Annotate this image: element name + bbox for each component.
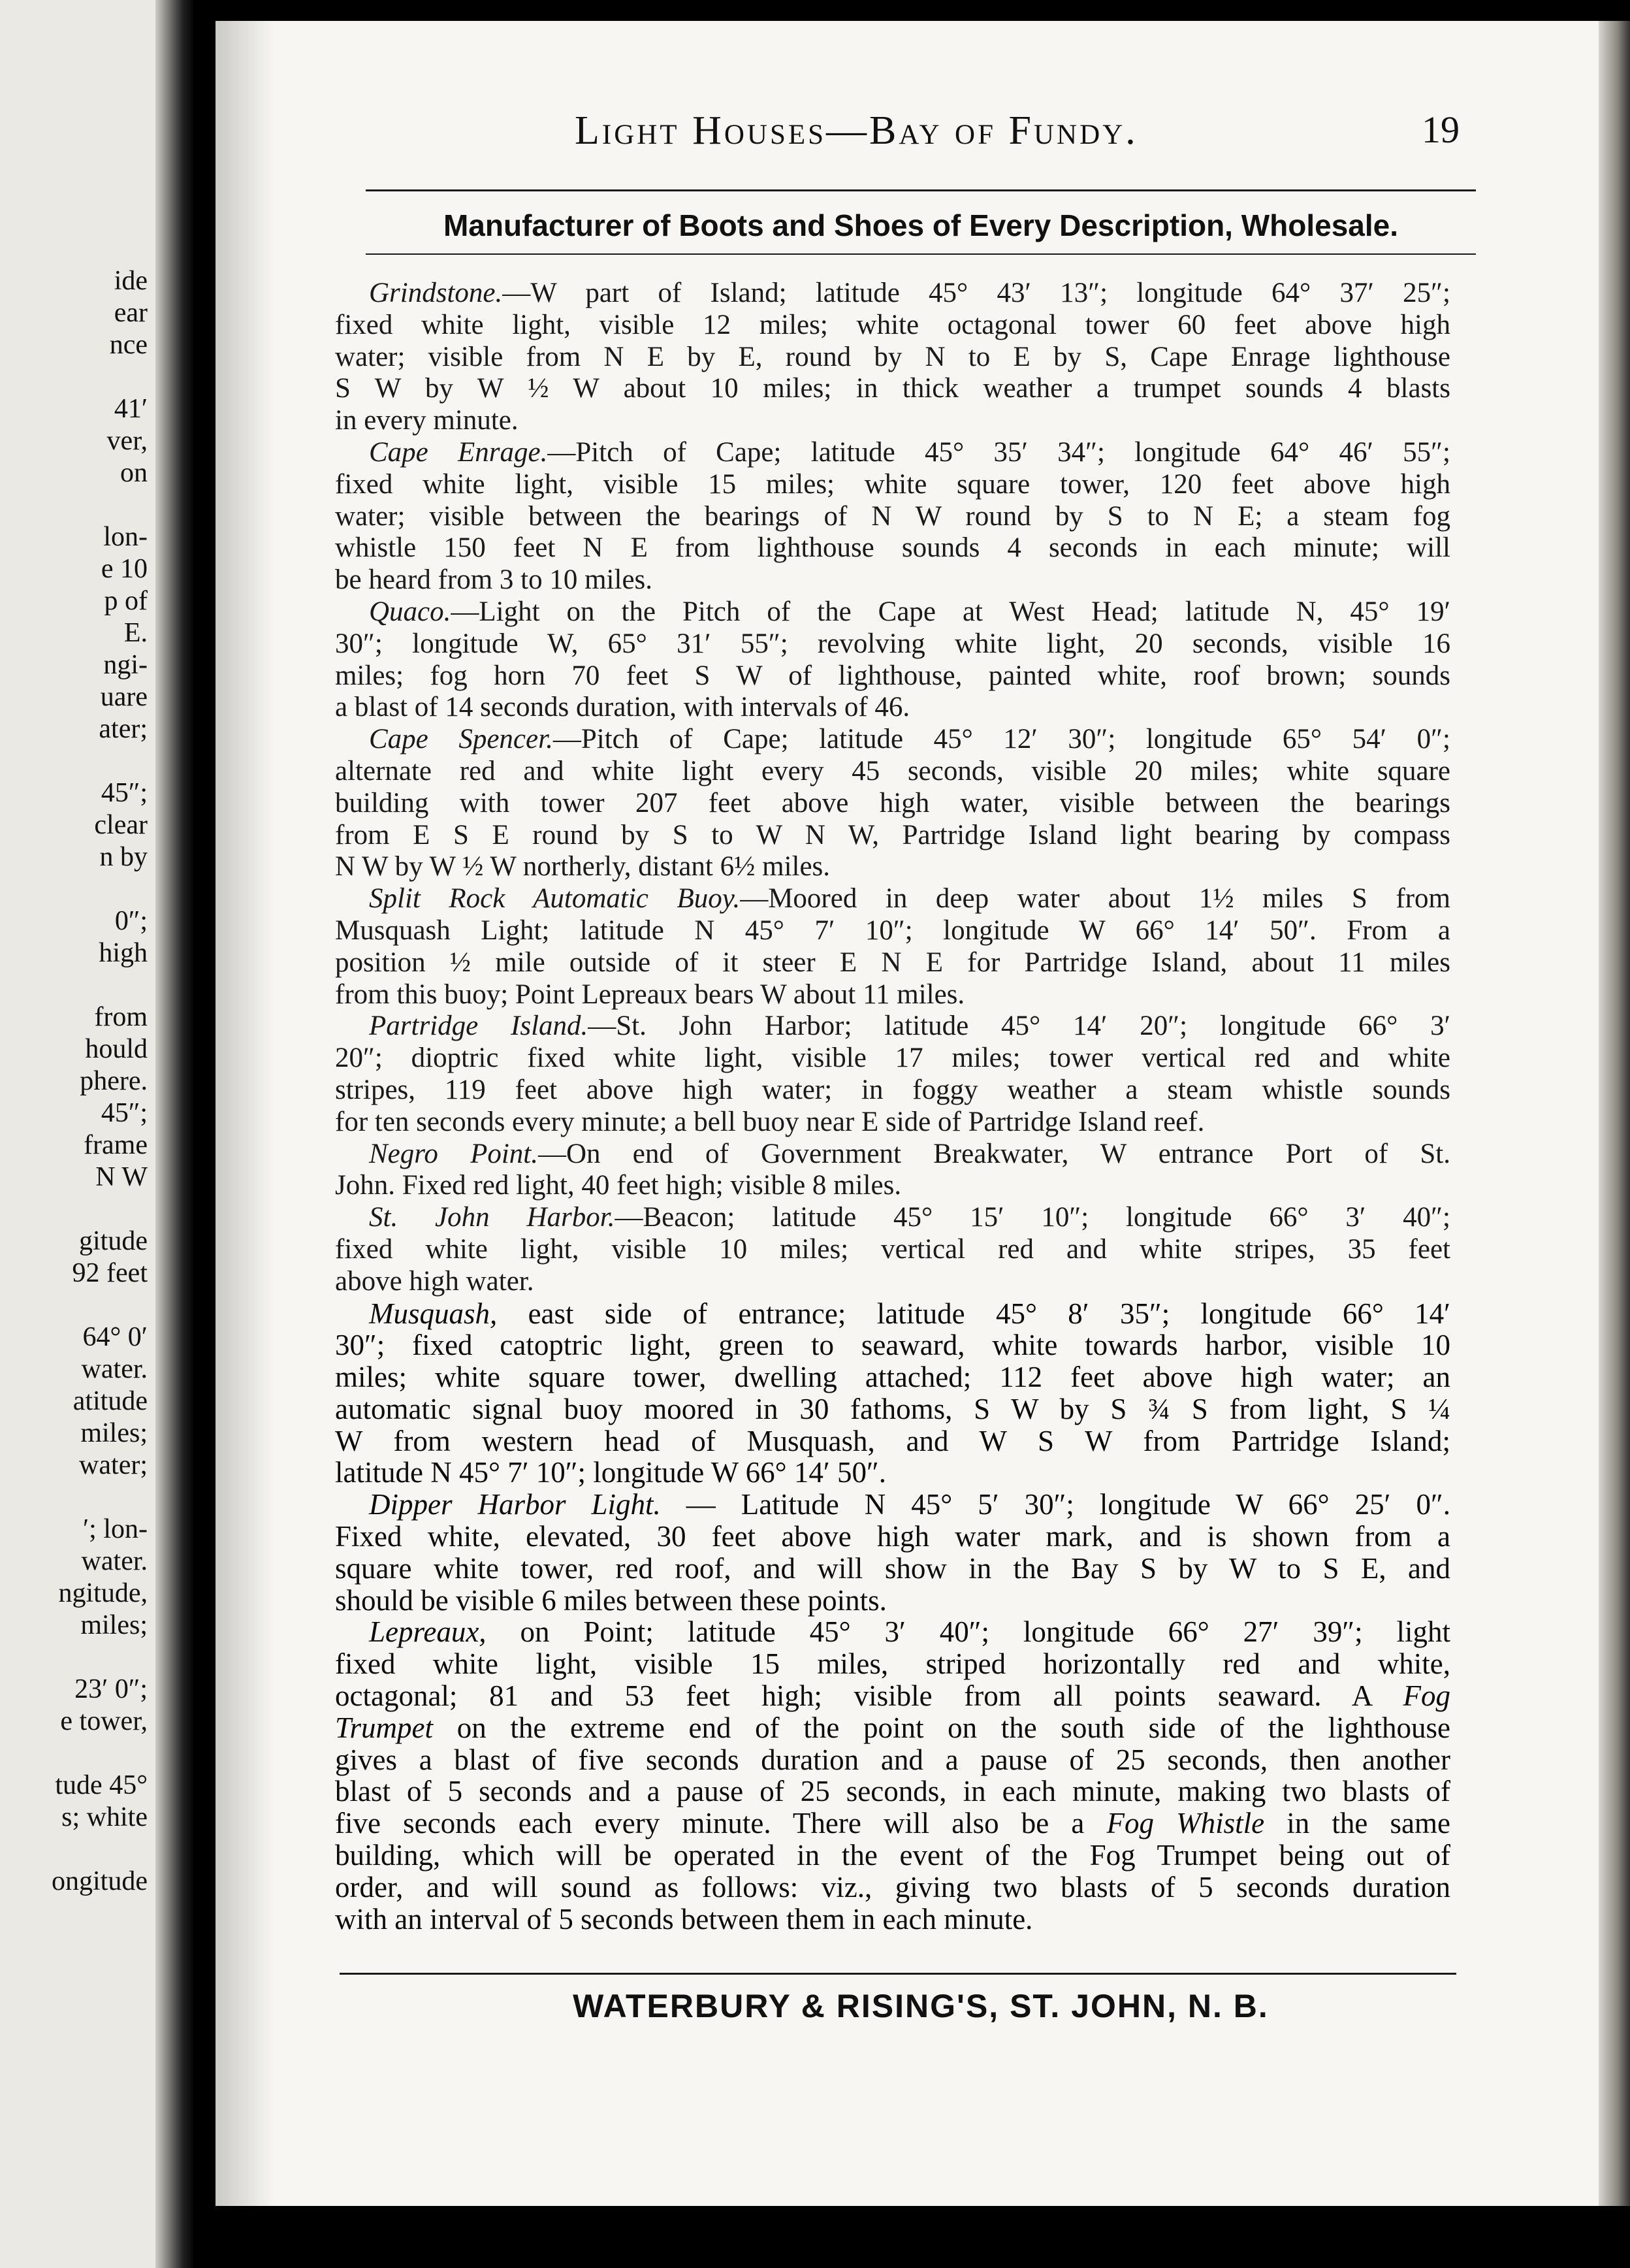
left-fragment: ngitude, [58, 1578, 148, 1608]
entry-text: east side of entrance; latitude 45° 8′ 35″; longitude 66° 14′ [497, 1297, 1450, 1330]
left-fragment: E. [123, 618, 148, 648]
entry-text: —Pitch of Cape; latitude 45° 35′ 34″; longitude 64° 46′ 55″; [547, 436, 1451, 468]
text-line [335, 724, 1450, 756]
entry-title: Musquash, [369, 1297, 498, 1330]
left-fragment: on [120, 458, 148, 488]
entry-text: square white tower, red roof, and will show in the Bay S by W to S E, and [335, 1551, 1450, 1585]
text-line [335, 1425, 1450, 1457]
text-line [335, 1712, 1450, 1744]
entry-text: five seconds each every minute. There will also be a [335, 1807, 1107, 1840]
left-fragment: ide [114, 266, 148, 296]
text-line [335, 1393, 1450, 1425]
entry-text: miles; white square tower, dwelling attached; 112 feet above high water; an [335, 1361, 1450, 1394]
left-fragment: frame [84, 1130, 148, 1160]
left-fragment: ′; lon- [82, 1514, 148, 1544]
lighthouse-entry [335, 1616, 1450, 1935]
entry-text: —W part of Island; latitude 45° 43′ 13″; longitude 64° 37′ 25″; [502, 278, 1450, 308]
text-line [335, 501, 1450, 533]
left-fragment: gitude [79, 1226, 148, 1256]
entry-text: miles; fog horn 70 feet S W of lighthouse, painted white, roof brown; sounds [335, 660, 1450, 691]
text-line [335, 1361, 1450, 1393]
text-line [335, 405, 1450, 437]
entry-text: be heard from 3 to 10 miles. [335, 564, 653, 596]
text-line [335, 596, 1450, 628]
left-fragment: e 10 [101, 554, 148, 584]
text-line [335, 692, 1450, 724]
entry-text: —On end of Government Breakwater, W entrance Port of St. [538, 1138, 1450, 1169]
entry-title: Trumpet [335, 1711, 434, 1744]
entry-title: Cape Enrage. [369, 436, 548, 468]
text-line [335, 1585, 1450, 1617]
left-fragment: 92 feet [72, 1258, 148, 1288]
left-fragment: n by [99, 842, 148, 872]
text-line [335, 469, 1450, 501]
text-line [335, 1298, 1450, 1330]
text-line [335, 1680, 1450, 1712]
entry-title: St. John Harbor. [369, 1202, 615, 1233]
left-fragment: high [99, 938, 148, 968]
left-fragment [52, 969, 148, 1001]
entry-text: should be visible 6 miles between these points. [335, 1583, 887, 1617]
left-fragment: miles; [80, 1610, 148, 1640]
left-fragment: water. [81, 1354, 148, 1384]
entry-text: —St. John Harbor; latitude 45° 14′ 20″; longitude 66° 3′ [588, 1011, 1450, 1042]
left-fragment [52, 1289, 148, 1321]
lighthouse-entry [335, 1489, 1450, 1616]
entry-text: fixed white light, visible 12 miles; white octagonal tower 60 feet above high [335, 309, 1450, 340]
text-line [335, 1648, 1450, 1680]
advertisement-bottom: WATERBURY & RISING'S, ST. JOHN, N. B. [573, 1988, 1269, 2024]
entry-text: N W by W ½ W northerly, distant 6½ miles. [335, 851, 831, 883]
entry-text: 30″; longitude W, 65° 31′ 55″; revolving white light, 20 seconds, visible 16 [335, 628, 1450, 659]
running-title: Light Houses—Bay of Fundy. [575, 108, 1138, 153]
entry-text: gives a blast of five seconds duration and a pause of 25 seconds, then another [335, 1743, 1450, 1776]
text-line [335, 756, 1450, 788]
left-fragment: water; [79, 1450, 148, 1480]
entry-text: S W by W ½ W about 10 miles; in thick weather a trumpet sounds 4 blasts [335, 373, 1450, 404]
entry-title: Fog [1403, 1679, 1450, 1713]
left-fragment [52, 361, 148, 393]
lighthouse-entry [335, 278, 1450, 437]
entry-text: 20″; dioptric fixed white light, visible 17 miles; tower vertical red and white [335, 1043, 1450, 1074]
left-fragment: nce [109, 330, 148, 360]
left-fragment [52, 1738, 148, 1770]
left-fragment: 45″; [101, 1098, 148, 1128]
text-line [335, 1489, 1450, 1521]
text-line [335, 1521, 1450, 1553]
left-fragment: clear [94, 810, 148, 840]
entry-text: latitude N 45° 7′ 10″; longitude W 66° 14′ 50″. [335, 1456, 886, 1489]
entry-text: — Latitude N 45° 5′ 30″; longitude W 66° 25′ 0″. [660, 1488, 1450, 1521]
entry-text: 30″; fixed catoptric light, green to seaward, white towards harbor, visible 10 [335, 1329, 1450, 1362]
entry-text: above high water. [335, 1265, 534, 1297]
text-line [335, 342, 1450, 374]
entry-text: in the same [1264, 1807, 1450, 1840]
entry-text: fixed white light, visible 15 miles, striped horizontally red and white, [335, 1647, 1450, 1681]
left-fragment [52, 1834, 148, 1866]
left-fragment: ngi- [103, 650, 148, 680]
left-fragment: 64° 0′ [82, 1322, 148, 1352]
left-fragment: miles; [80, 1418, 148, 1448]
left-fragment [52, 1482, 148, 1514]
entry-text: from this buoy; Point Lepreaux bears W about 11 miles. [335, 979, 965, 1010]
text-line [335, 1616, 1450, 1648]
entry-title: Negro Point. [369, 1138, 538, 1169]
lighthouse-entry [335, 1298, 1450, 1489]
left-fragment: 23′ 0″; [74, 1674, 148, 1704]
text-line [335, 437, 1450, 469]
entry-title: Lepreaux, [369, 1615, 487, 1649]
left-fragment: 0″; [114, 906, 148, 936]
entry-text: fixed white light, visible 15 miles; white square tower, 120 feet above high [335, 468, 1450, 500]
entry-title: Dipper Harbor Light. [369, 1488, 661, 1521]
entry-text: stripes, 119 feet above high water; in foggy weather a steam whistle sounds [335, 1074, 1450, 1105]
entry-text: octagonal; 81 and 53 feet high; visible from all points seaward. A [335, 1679, 1403, 1713]
lighthouse-entry [335, 437, 1450, 596]
left-fragment: N W [95, 1162, 148, 1192]
left-fragment [52, 745, 148, 777]
text-line [335, 1457, 1450, 1489]
text-line [335, 1139, 1450, 1171]
left-fragment: ear [114, 298, 148, 328]
left-fragment: hould [85, 1034, 148, 1064]
left-fragment: phere. [80, 1066, 148, 1096]
left-fragment: uare [100, 682, 148, 712]
entry-text: order, and will sound as follows: viz., giving two blasts of 5 seconds duration [335, 1870, 1450, 1904]
left-fragment: p of [104, 586, 148, 616]
text-line [335, 1807, 1450, 1839]
left-fragment [52, 1193, 148, 1225]
text-line [335, 1170, 1450, 1202]
left-fragment: ongitude [52, 1866, 148, 1896]
text-line [335, 788, 1450, 820]
left-fragment [52, 489, 148, 521]
adjacent-left-page [0, 0, 180, 2268]
entry-title: Split Rock Automatic Buoy. [369, 883, 741, 915]
entry-text: Musquash Light; latitude N 45° 7′ 10″; longitude W 66° 14′ 50″. From a [335, 915, 1450, 946]
text-line [335, 278, 1450, 310]
entry-text: John. Fixed red light, 40 feet high; visible 8 miles. [335, 1170, 902, 1201]
entry-title: Cape Spencer. [369, 724, 553, 755]
lighthouse-entries [335, 278, 1450, 1935]
entry-text: for ten seconds every minute; a bell buoy near E side of Partridge Island reef. [335, 1106, 1205, 1137]
left-fragment: e tower, [60, 1706, 148, 1736]
entry-title: Partridge Island. [369, 1011, 588, 1042]
text-line [335, 1871, 1450, 1904]
text-line [335, 1234, 1450, 1266]
text-line [335, 820, 1450, 852]
ad-top-rule [366, 253, 1476, 255]
left-fragment: 45″; [101, 778, 148, 808]
entry-text: —Pitch of Cape; latitude 45° 12′ 30″; longitude 65° 54′ 0″; [552, 724, 1450, 755]
spine-shadow [216, 21, 274, 2206]
text-line [335, 1043, 1450, 1075]
left-fragment: atitude [72, 1386, 148, 1416]
entry-text: —Beacon; latitude 45° 15′ 10″; longitude 66° 3′ 40″; [615, 1202, 1450, 1233]
left-fragment: from [94, 1002, 148, 1032]
entry-text: alternate red and white light every 45 seconds, visible 20 miles; white square [335, 755, 1450, 786]
entry-text: Fixed white, elevated, 30 feet above high water mark, and is shown from a [335, 1520, 1450, 1553]
lighthouse-entry [335, 596, 1450, 724]
entry-text: fixed white light, visible 10 miles; vertical red and white stripes, 35 feet [335, 1233, 1450, 1265]
entry-text: building with tower 207 feet above high water, visible between the bearings [335, 787, 1450, 818]
entry-text: water; visible between the bearings of N W round by S to N E; a steam fog [335, 500, 1450, 532]
page-number: 19 [1422, 108, 1460, 151]
entry-text: on Point; latitude 45° 3′ 40″; longitude 66° 27′ 39″; light [486, 1615, 1450, 1649]
left-page-text-fragments [52, 265, 148, 1898]
entry-title: Quaco. [369, 596, 451, 627]
entry-text: water; visible from N E by E, round by N to E by S, Cape Enrage lighthouse [335, 341, 1450, 372]
left-fragment: water. [81, 1546, 148, 1576]
entry-text: on the extreme end of the point on the south side of the lighthouse [433, 1711, 1450, 1744]
lighthouse-entry [335, 1202, 1450, 1297]
entry-text: a blast of 14 seconds duration, with intervals of 46. [335, 692, 910, 723]
lighthouse-entry [335, 1011, 1450, 1138]
text-line [335, 1744, 1450, 1776]
left-fragment [52, 1642, 148, 1674]
text-line [335, 1904, 1450, 1936]
entry-text: W from western head of Musquash, and W S W from Partridge Island; [335, 1424, 1450, 1457]
page-header [366, 108, 1460, 167]
text-line [335, 915, 1450, 947]
text-line [335, 1329, 1450, 1361]
text-line [335, 979, 1450, 1011]
advertisement-top: Manufacturer of Boots and Shoes of Every Description, Wholesale. [443, 208, 1399, 242]
lighthouse-entry [335, 1139, 1450, 1203]
text-line [335, 373, 1450, 405]
left-fragment: 41′ [114, 394, 148, 424]
left-fragment: lon- [103, 522, 148, 552]
text-line [335, 1266, 1450, 1298]
text-line [335, 1553, 1450, 1585]
text-line [335, 310, 1450, 342]
left-fragment: s; white [61, 1802, 148, 1832]
text-line [335, 628, 1450, 660]
text-line [335, 851, 1450, 883]
text-line [335, 532, 1450, 564]
left-fragment: ver, [106, 426, 148, 456]
ad-bottom-rule [340, 1973, 1456, 1975]
left-fragment: tude 45° [55, 1770, 148, 1800]
entry-title: Fog Whistle [1106, 1807, 1265, 1840]
entry-text: whistle 150 feet N E from lighthouse sounds 4 seconds in each minute; will [335, 532, 1450, 564]
entry-text: —Moored in deep water about 1½ miles S from [740, 883, 1450, 915]
text-line [335, 660, 1450, 692]
header-rule [366, 189, 1476, 191]
text-line [335, 1202, 1450, 1234]
entry-text: blast of 5 seconds and a pause of 25 seconds, in each minute, making two blasts of [335, 1775, 1450, 1808]
text-line [335, 1011, 1450, 1043]
text-line [335, 1839, 1450, 1871]
entry-text: —Light on the Pitch of the Cape at West Head; latitude N, 45° 19′ [451, 596, 1450, 627]
lighthouse-entry [335, 883, 1450, 1011]
entry-text: with an interval of 5 seconds between them in each minute. [335, 1902, 1033, 1936]
gutter-shadow [155, 0, 195, 2268]
lighthouse-entry [335, 724, 1450, 883]
entry-text: in every minute. [335, 405, 519, 436]
left-fragment [52, 873, 148, 905]
entry-text: position ½ mile outside of it steer E N E for Partridge Island, about 11 miles [335, 947, 1450, 978]
text-line [335, 1075, 1450, 1107]
entry-text: automatic signal buoy moored in 30 fathoms, S W by S ¾ S from light, S ¼ [335, 1392, 1450, 1425]
text-line [335, 1107, 1450, 1139]
entry-text: building, which will be operated in the event of the Fog Trumpet being out of [335, 1839, 1450, 1872]
text-line [335, 1775, 1450, 1807]
text-line [335, 883, 1450, 915]
entry-title: Grindstone. [369, 278, 503, 308]
page-edge [1599, 21, 1630, 2206]
text-line [335, 564, 1450, 596]
text-line [335, 947, 1450, 979]
entry-text: from E S E round by S to W N W, Partridge Island light bearing by compass [335, 819, 1450, 850]
left-fragment: ater; [99, 714, 148, 744]
